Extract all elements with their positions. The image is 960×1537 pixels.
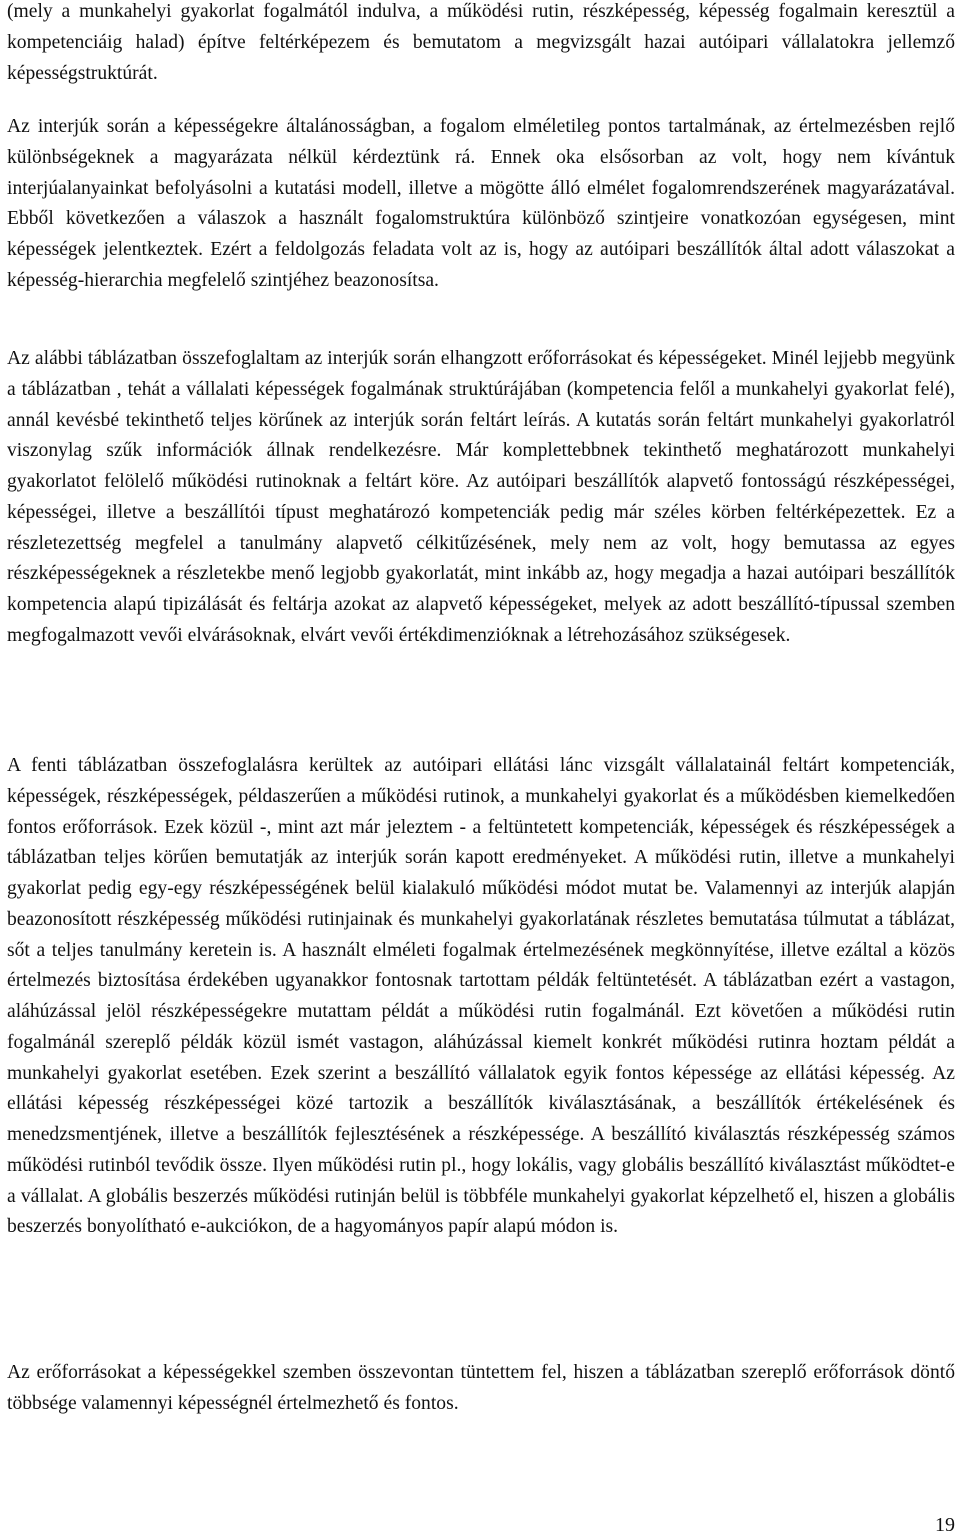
paragraph-table-summary: Az alábbi táblázatban összefoglaltam az interjúk során elhangzott erőforrásokat és képességeket. Minél lejjebb megyünk a táblázatban , tehát a vállalati képességek fogalmának struktúrájában (kompetencia felől a munkahelyi gyakorlat felé), annál kevésbé tekinthető teljes körűnek az interjúk során feltárt leírás. A kutatás során feltárt munkahelyi gyakorlatról viszonylag szűk információk állnak rendelkezésre. Már komplettebbnek tekinthető meghatározott munkahelyi gyakorlatot felölelő működési rutinoknak a feltárt köre. Az autóipari beszállítók alapvető fontosságú részképességei, képességei, illetve a beszállítói típust meghatározó kompetenciák pedig már széles körben feltérképezettek. Ez a részletezettség megfelel a tanulmány alapvető célkitűzésének, mely nem az volt, hogy bemutassa az egyes részképességeknek a részletekbe menő legjobb gyakorlatát, mint inkább az, hogy megadja a hazai autóipari beszállítók kompetencia alapú tipizálását és feltárja azokat az alapvető képességeket, melyek az adott beszállító-típussal szemben megfogalmazott vevői elvárásoknak, elvárt vevői értékdimenzióknak a létrehozásához szükségesek.	[7, 348, 955, 646]
paragraph-interviews: Az interjúk során a képességekre általánosságban, a fogalom elméletileg pontos tartalmának, az értelmezésben rejlő különbségeknek a magyarázata nélkül kérdeztünk rá. Ennek oka elsősorban az volt, hogy nem kívántuk interjúalanyainkat befolyásolni a kutatási modell, illetve a mögötte álló elmélet fogalomrendszerének magyarázatával. Ebből következően a válaszok a használt fogalomstruktúra különböző szintjeire vonatkozóan egységesen, mint képességek jelentkeztek. Ezért a feldolgozás feladata volt az is, hogy az autóipari beszállítók által adott válaszokat a képesség-hierarchia megfelelő szintjéhez beazonosítsa.	[7, 116, 955, 291]
paragraph-table-explanation: A fenti táblázatban összefoglalásra kerültek az autóipari ellátási lánc vizsgált vállalatainál feltárt kompetenciák, képességek, részképességek, példaszerűen a működési rutinok, a munkahelyi gyakorlat és a működésben kiemelkedően fontos erőforrások. Ezek közül -, mint azt már jeleztem - a feltüntetett kompetenciák, képességek és részképességek a táblázatban teljes körűen bemutatják az interjúk során kapott eredményeket. A működési rutin, illetve a munkahelyi gyakorlat pedig egy-egy részképességének belül kialakuló működési módot mutat be. Valamennyi az interjúk alapján beazonosított részképesség működési rutinjainak és munkahelyi gyakorlatának részletes bemutatása túlmutat a táblázat, sőt a teljes tanulmány keretein is. A használt elméleti fogalmak értelmezésének megkönnyítése, illetve ezáltal a közös értelmezés biztosítása érdekében ugyanakkor fontosnak tartottam példák feltüntetését. A táblázatban ezért a vastagon, aláhúzással jelöl részképességekre mutattam példát a működési rutin fogalmánál. Ezt követően a működési rutin fogalmánál szereplő példák közül ismét vastagon, aláhúzással kiemelt konkrét működési rutinra hoztam példát a munkahelyi gyakorlat esetében. Ezek szerint a beszállító vállalatok egyik fontos képessége az ellátási képesség. Az ellátási képesség részképességei közé tartozik a beszállítók kiválasztásának, a beszállítók értékelésének és menedzsmentjének, illetve a beszállítók fejlesztésének a részképessége. A beszállító kiválasztás részképesség számos működési rutinból tevődik össze. Ilyen működési rutin pl., hogy lokális, vagy globális beszállító kiválasztást működtet-e a vállalat. A globális beszerzés működési rutinján belül is többféle munkahelyi gyakorlat képzelhető el, hiszen a globális beszerzés bonyolítható e-aukciókon, de a hagyományos papír alapú módon is.	[7, 755, 955, 1238]
paragraph-intro-continuation: (mely a munkahelyi gyakorlat fogalmától indulva, a működési rutin, részképesség, képesség fogalmain keresztül a kompetenciáig halad) építve feltérképezem és bemutatom a megvizsgált hazai autóipari vállalatokra jellemző képességstruktúrát.	[7, 1, 955, 84]
page-number: 19	[935, 1514, 955, 1536]
paragraph-resources: Az erőforrásokat a képességekkel szemben összevontan tüntettem fel, hiszen a táblázatban szereplő erőforrások döntő többsége valamennyi képességnél értelmezhető és fontos.	[7, 1362, 955, 1414]
